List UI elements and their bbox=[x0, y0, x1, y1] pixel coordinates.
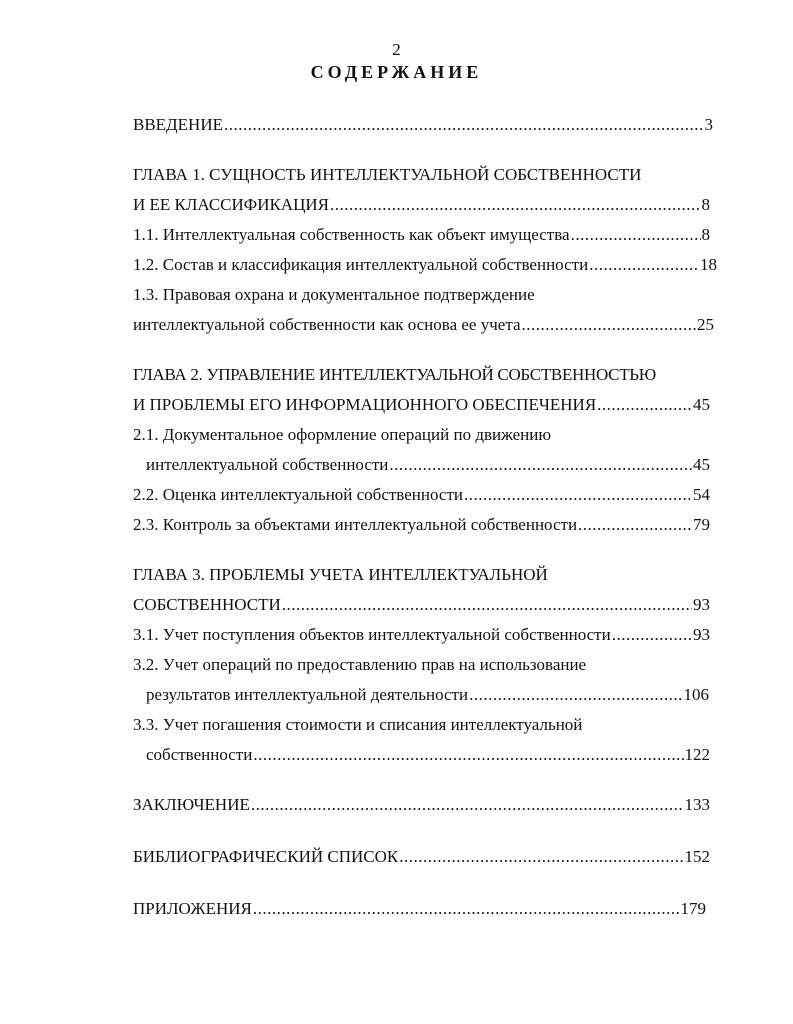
toc-entry-conclusion[interactable] bbox=[133, 794, 710, 816]
leader-dots bbox=[571, 224, 701, 246]
toc-entry-3-3[interactable] bbox=[146, 744, 710, 766]
toc-entry-2-1[interactable] bbox=[146, 454, 710, 476]
toc-label: интеллектуальной собственности bbox=[146, 455, 389, 474]
toc-entry-3-2[interactable] bbox=[146, 684, 709, 706]
leader-dots bbox=[282, 594, 692, 616]
toc-entry-3-1[interactable] bbox=[133, 624, 710, 646]
toc-1-3-line1: 1.3. Правовая охрана и документальное подтверждение bbox=[133, 285, 535, 304]
toc-entry-1-2[interactable] bbox=[133, 254, 717, 276]
toc-page: 8 bbox=[701, 225, 710, 244]
toc-page: 93 bbox=[693, 625, 710, 644]
toc-entry-introduction[interactable] bbox=[133, 114, 713, 136]
leader-dots bbox=[597, 394, 692, 416]
leader-dots bbox=[464, 484, 692, 506]
toc-page: 45 bbox=[693, 395, 710, 414]
leader-dots bbox=[253, 744, 683, 766]
toc-label: И ПРОБЛЕМЫ ЕГО ИНФОРМАЦИОННОГО ОБЕСПЕЧЕНИЯ bbox=[133, 395, 597, 414]
toc-page: 133 bbox=[684, 795, 710, 814]
toc-page: 93 bbox=[693, 595, 710, 614]
toc-entry-1-3[interactable] bbox=[133, 314, 714, 336]
toc-entry-2-3[interactable] bbox=[133, 514, 710, 536]
toc-label: 1.1. Интеллектуальная собственность как объект имущества bbox=[133, 225, 570, 244]
toc-label: И ЕЕ КЛАССИФИКАЦИЯ bbox=[133, 195, 330, 214]
toc-label: интеллектуальной собственности как основа ее учета bbox=[133, 315, 521, 334]
toc-chapter3-line1: ГЛАВА 3. ПРОБЛЕМЫ УЧЕТА ИНТЕЛЛЕКТУАЛЬНОЙ bbox=[133, 565, 548, 584]
toc-entry-appendices[interactable] bbox=[133, 898, 706, 920]
leader-dots bbox=[589, 254, 699, 276]
leader-dots bbox=[224, 114, 704, 136]
toc-entry-chapter3[interactable] bbox=[133, 594, 710, 616]
toc-page: 3 bbox=[704, 115, 713, 134]
leader-dots bbox=[330, 194, 700, 216]
leader-dots bbox=[253, 898, 680, 920]
leader-dots bbox=[399, 846, 683, 868]
toc-page: 179 bbox=[680, 899, 706, 918]
toc-label: 2.3. Контроль за объектами интеллектуальной собственности bbox=[133, 515, 578, 534]
toc-label: ЗАКЛЮЧЕНИЕ bbox=[133, 795, 250, 814]
toc-label: ПРИЛОЖЕНИЯ bbox=[133, 899, 252, 918]
leader-dots bbox=[522, 314, 697, 336]
leader-dots bbox=[578, 514, 692, 536]
toc-page: 45 bbox=[693, 455, 710, 474]
toc-label: 1.2. Состав и классификация интеллектуальной собственности bbox=[133, 255, 589, 274]
toc-label: БИБЛИОГРАФИЧЕСКИЙ СПИСОК bbox=[133, 847, 399, 866]
toc-label: 2.2. Оценка интеллектуальной собственности bbox=[133, 485, 463, 504]
toc-chapter1-line1: ГЛАВА 1. СУЩНОСТЬ ИНТЕЛЛЕКТУАЛЬНОЙ СОБСТВЕННОСТИ bbox=[133, 165, 642, 184]
toc-label: результатов интеллектуальной деятельности bbox=[146, 685, 469, 704]
toc-2-1-line1: 2.1. Документальное оформление операций по движению bbox=[133, 425, 552, 444]
toc-page: 18 bbox=[700, 255, 717, 274]
toc-3-3-line1: 3.3. Учет погашения стоимости и списания интеллектуальной bbox=[133, 715, 583, 734]
toc-page: 122 bbox=[684, 745, 710, 764]
leader-dots bbox=[612, 624, 692, 646]
leader-dots bbox=[469, 684, 682, 706]
toc-label: ВВЕДЕНИЕ bbox=[133, 115, 223, 134]
leader-dots bbox=[251, 794, 684, 816]
toc-page: 79 bbox=[693, 515, 710, 534]
leader-dots bbox=[389, 454, 692, 476]
toc-entry-2-2[interactable] bbox=[133, 484, 710, 506]
page-title: СОДЕРЖАНИЕ bbox=[310, 62, 483, 82]
toc-entry-chapter2[interactable] bbox=[133, 394, 710, 416]
toc-chapter2-line1: ГЛАВА 2. УПРАВЛЕНИЕ ИНТЕЛЛЕКТУАЛЬНОЙ СОБСТВЕННОСТЬЮ bbox=[133, 365, 656, 384]
toc-page: 25 bbox=[697, 315, 714, 334]
page-number: 2 bbox=[392, 40, 401, 59]
toc-entry-chapter1[interactable] bbox=[133, 194, 710, 216]
toc-label: СОБСТВЕННОСТИ bbox=[133, 595, 281, 614]
toc-entry-bibliography[interactable] bbox=[133, 846, 710, 868]
toc-entry-1-1[interactable] bbox=[133, 224, 710, 246]
toc-page: 54 bbox=[693, 485, 710, 504]
toc-page: 106 bbox=[683, 685, 709, 704]
toc-page: 8 bbox=[701, 195, 710, 214]
toc-page: 152 bbox=[684, 847, 710, 866]
toc-3-2-line1: 3.2. Учет операций по предоставлению прав на использование bbox=[133, 655, 587, 674]
toc-label: 3.1. Учет поступления объектов интеллектуальной собственности bbox=[133, 625, 611, 644]
toc-label: собственности bbox=[146, 745, 253, 764]
